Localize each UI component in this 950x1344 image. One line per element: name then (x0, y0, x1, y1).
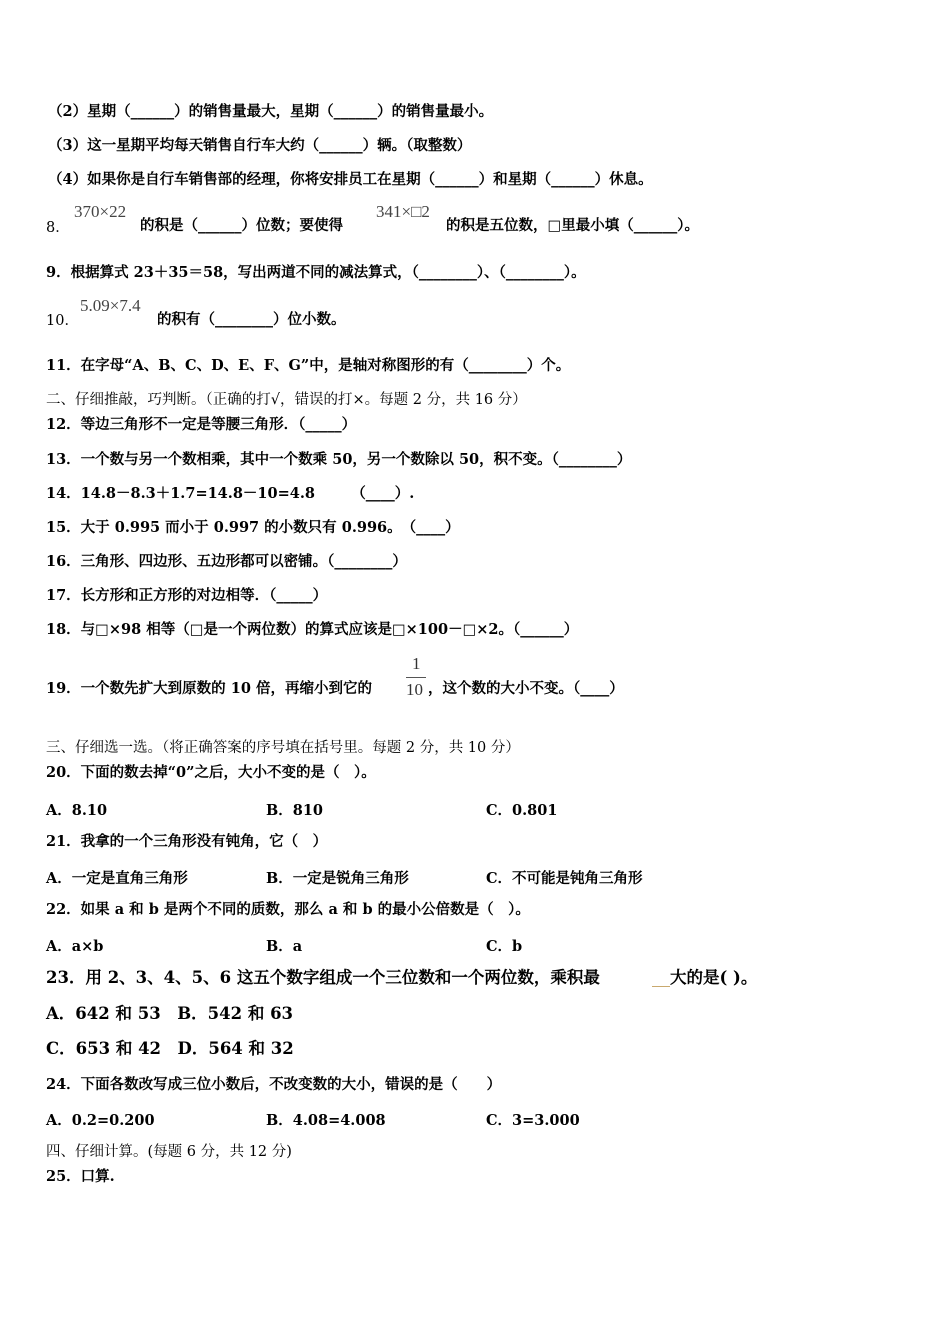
q21: 21．我拿的一个三角形没有钝角，它（ ） (46, 833, 328, 850)
q18: 18．与□×98 相等（□是一个两位数）的算式应该是□×100－□×2。（______） (46, 621, 579, 638)
q10-text: 的积有（________）位小数。 (157, 311, 346, 328)
q20-option-c: C．0.801 (486, 802, 558, 819)
section-3-heading: 三、仔细选一选。（将正确答案的序号填在括号里。每题 2 分，共 10 分） (46, 740, 520, 756)
q7-sub4: （4）如果你是自行车销售部的经理，你将安排员工在星期（______）和星期（______）休息。 (48, 171, 653, 188)
q14: 14．14.8－8.3＋1.7=14.8－10=4.8 （____）. (46, 485, 415, 502)
q23-options-cd: C．653 和 42 D．564 和 32 (46, 1039, 294, 1058)
q22-option-c: C．b (486, 938, 523, 955)
q24: 24．下面各数改写成三位小数后，不改变数的大小，错误的是（ ） (46, 1076, 502, 1093)
q19-text-b: ，这个数的大小不变。（____） (428, 680, 624, 697)
q19-text-a: 19．一个数先扩大到原数的 10 倍，再缩小到它的 (46, 680, 372, 697)
q19-fraction-denominator: 10 (406, 680, 423, 699)
q23-options-ab: A．642 和 53 B．542 和 63 (46, 1004, 294, 1023)
q8-text-a: 的积是（______）位数；要使得 (140, 217, 343, 234)
q20: 20．下面的数去掉“0”之后，大小不变的是（ ）。 (46, 764, 376, 781)
q8-expression-1: 370×22 (74, 202, 127, 221)
q8-text-b: 的积是五位数，□里最小填（______）。 (446, 217, 699, 234)
q25: 25．口算. (46, 1168, 115, 1185)
q21-option-a: A．一定是直角三角形 (46, 870, 188, 887)
q24-option-a: A．0.2=0.200 (46, 1112, 155, 1129)
q7-sub3: （3）这一星期平均每天销售自行车大约（______）辆。（取整数） (48, 137, 472, 154)
q19-fraction-bar (406, 677, 426, 678)
q10-expression: 5.09×7.4 (80, 296, 141, 315)
q16: 16．三角形、四边形、五边形都可以密铺。（________） (46, 553, 407, 570)
q21-option-b: B．一定是锐角三角形 (266, 870, 409, 887)
q12: 12．等边三角形不一定是等腰三角形．（_____） (46, 416, 357, 433)
q22: 22．如果 a 和 b 是两个不同的质数，那么 a 和 b 的最小公倍数是（ ）。 (46, 901, 530, 918)
q8-number: 8． (46, 220, 70, 236)
q22-option-a: A．a×b (46, 938, 104, 955)
q7-sub2: （2）星期（______）的销售量最大，星期（______）的销售量最小。 (48, 103, 494, 120)
q8-expression-2: 341×□2 (376, 202, 430, 221)
q23-underline-mark (652, 986, 670, 987)
q21-option-c: C．不可能是钝角三角形 (486, 870, 643, 887)
q9: 9．根据算式 23＋35＝58，写出两道不同的减法算式，（________）、（________）。 (46, 264, 586, 281)
q13: 13．一个数与另一个数相乘，其中一个数乘 50，另一个数除以 50，积不变。（________） (46, 451, 632, 468)
q20-option-a: A．8.10 (46, 802, 108, 819)
q15: 15．大于 0.995 而小于 0.997 的小数只有 0.996。 （____） (46, 519, 460, 536)
q19-fraction-numerator: 1 (412, 654, 421, 673)
q22-option-b: B．a (266, 938, 303, 955)
q24-option-b: B．4.08=4.008 (266, 1112, 386, 1129)
q11: 11．在字母“A、B、C、D、E、F、G”中，是轴对称图形的有（________）个。 (46, 357, 571, 374)
q17: 17．长方形和正方形的对边相等．（_____） (46, 587, 328, 604)
section-4-heading: 四、仔细计算。(每题 6 分，共 12 分) (46, 1144, 292, 1160)
q24-option-c: C．3=3.000 (486, 1112, 580, 1129)
q23-text-b: 大的是( )。 (670, 968, 758, 987)
q23-text-a: 23．用 2、3、4、5、6 这五个数字组成一个三位数和一个两位数，乘积最 (46, 968, 600, 987)
section-2-heading: 二、仔细推敲，巧判断。（正确的打√，错误的打×。每题 2 分，共 16 分） (46, 392, 527, 408)
q10-number: 10． (46, 313, 79, 329)
q20-option-b: B．810 (266, 802, 324, 819)
